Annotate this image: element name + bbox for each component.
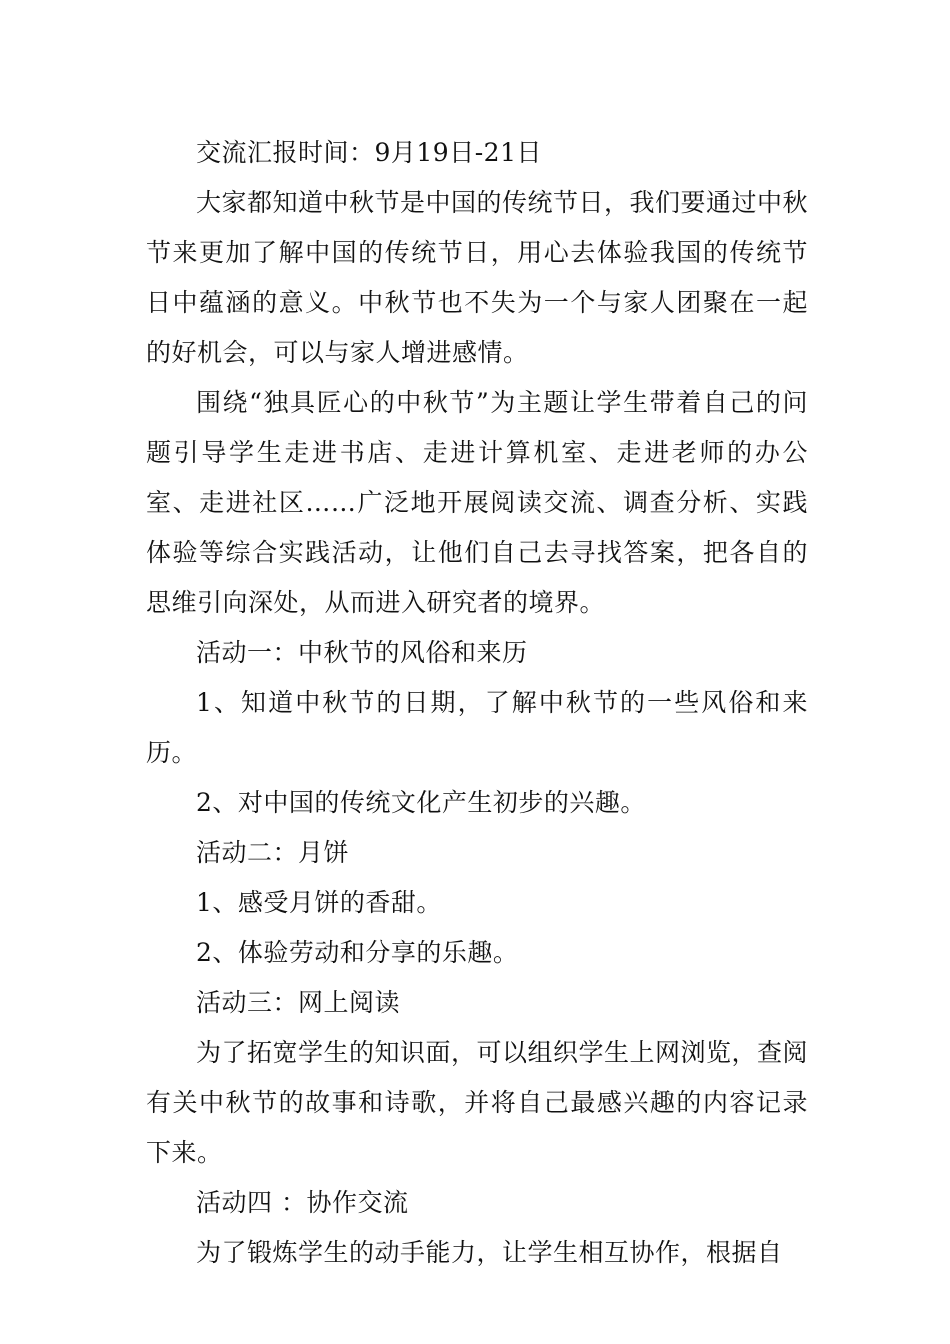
activity-one-item-1: 1、知道中秋节的日期，了解中秋节的一些风俗和来历。 xyxy=(146,688,808,767)
theme-paragraph: 围绕“独具匠心的中秋节”为主题让学生带着自己的问题引导学生走进书店、走进计算机室、走进老师的办公室、走进社区……广泛地开展阅读交流、调查分析、实践体验等综合实践活动，让他们自己去寻找答案，把各自的思维引向深处，从而进入研究者的境界。 xyxy=(146,388,808,617)
activity-two-item-1: 1、感受月饼的香甜。 xyxy=(196,888,442,917)
intro-paragraph: 大家都知道中秋节是中国的传统节日，我们要通过中秋节来更加了解中国的传统节日，用心去体验我国的传统节日中蕴涵的意义。中秋节也不失为一个与家人团聚在一起的好机会，可以与家人增进感情。 xyxy=(146,188,809,367)
activity-three-heading: 活动三：网上阅读 xyxy=(196,988,401,1017)
document-body xyxy=(146,128,808,1278)
activity-four-heading: 活动四 ：协作交流 xyxy=(196,1188,409,1217)
activity-two-heading: 活动二：月饼 xyxy=(196,838,350,867)
activity-one-heading: 活动一：中秋节的风俗和来历 xyxy=(196,638,528,667)
activity-four-paragraph: 为了锻炼学生的动手能力，让学生相互协作，根据自 xyxy=(196,1238,783,1267)
activity-three-paragraph: 为了拓宽学生的知识面，可以组织学生上网浏览，查阅有关中秋节的故事和诗歌，并将自己最感兴趣的内容记录下来。 xyxy=(146,1038,809,1167)
activity-one-item-2: 2、对中国的传统文化产生初步的兴趣。 xyxy=(196,788,646,817)
report-time-line: 交流汇报时间：9月19日-21日 xyxy=(196,138,542,167)
activity-two-item-2: 2、体验劳动和分享的乐趣。 xyxy=(196,938,519,967)
